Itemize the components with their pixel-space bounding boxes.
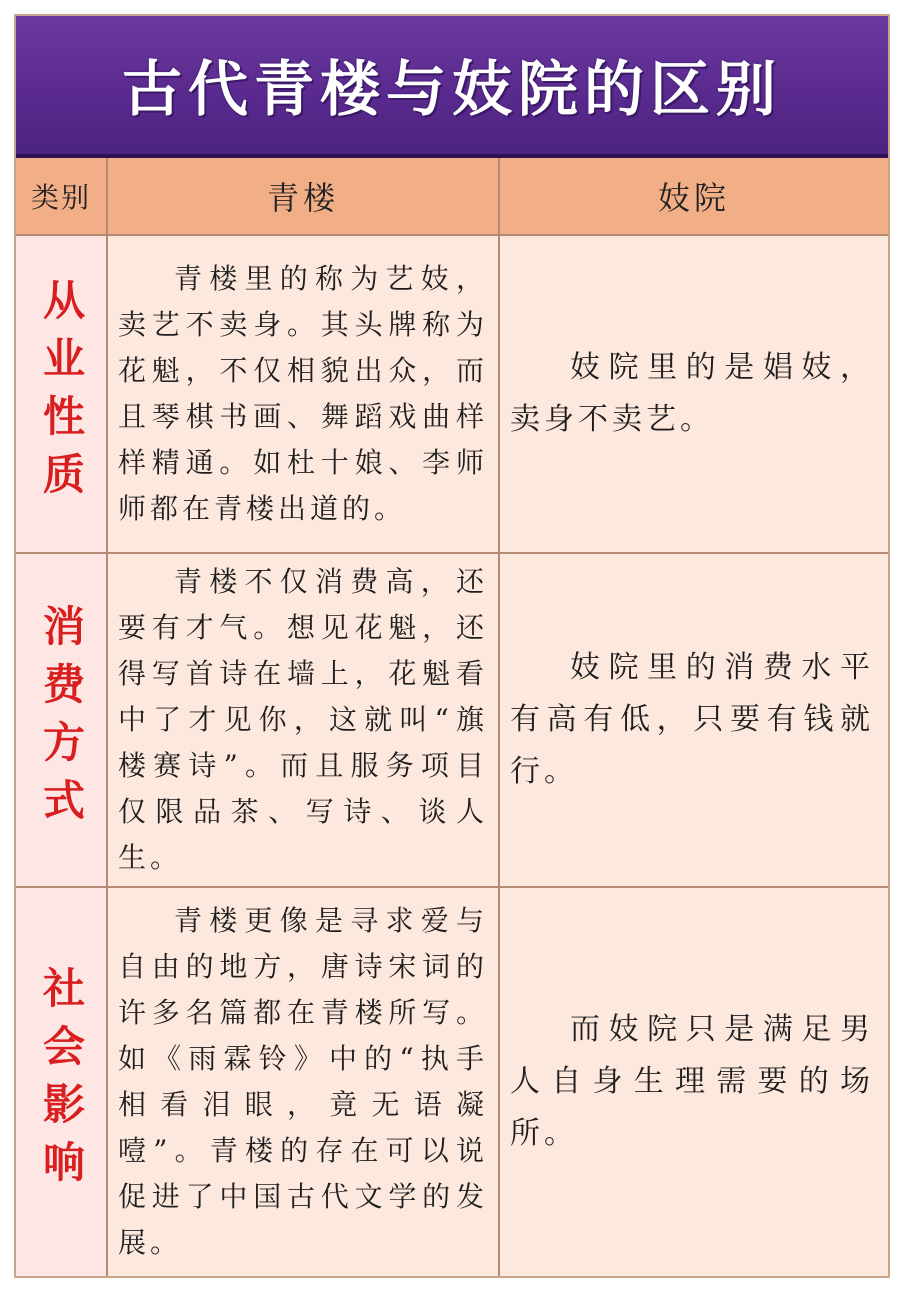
jiyuan-cell-influence <box>500 888 888 1276</box>
page-title: 古代青楼与妓院的区别 <box>122 55 782 125</box>
qinglou-cell-influence <box>108 888 500 1276</box>
comparison-sheet <box>14 14 890 1278</box>
qinglou-text-influence: 青楼更像是寻求爱与自由的地方，唐诗宋词的许多名篇都在青楼所写。如《雨霖铃》中的“执手相看泪眼，竟无语凝噎”。青楼的存在可以说促进了中国古代文学的发展。 <box>118 904 488 1259</box>
category-label-occupation: 从业性质 <box>37 278 86 510</box>
qinglou-text-occupation: 青楼里的称为艺妓，卖艺不卖身。其头牌称为花魁，不仅相貌出众，而且琴棋书画、舞蹈戏曲样样精通。如杜十娘、李师师都在青楼出道的。 <box>118 262 488 525</box>
header-qinglou: 青楼 <box>108 158 500 236</box>
jiyuan-text-influence: 而妓院只是满足男人自身生理需要的场所。 <box>510 1012 874 1151</box>
table-row-category <box>16 888 108 1276</box>
qinglou-text-consumption: 青楼不仅消费高，还要有才气。想见花魁，还得写首诗在墙上，花魁看中了才见你，这就叫“旗楼赛诗”。而且服务项目仅限品茶、写诗、谈人生。 <box>118 565 488 874</box>
table-row-category <box>16 554 108 888</box>
jiyuan-text-consumption: 妓院里的消费水平有高有低，只要有钱就行。 <box>510 650 874 789</box>
table-row-category <box>16 236 108 554</box>
jiyuan-text-occupation: 妓院里的是娼妓，卖身不卖艺。 <box>510 350 874 437</box>
category-label-influence: 社会影响 <box>37 966 86 1198</box>
header-category: 类别 <box>16 158 108 236</box>
comparison-table <box>16 158 888 1276</box>
qinglou-cell-occupation <box>108 236 500 554</box>
title-banner <box>16 16 888 158</box>
category-label-consumption: 消费方式 <box>37 604 86 836</box>
jiyuan-cell-occupation <box>500 236 888 554</box>
jiyuan-cell-consumption <box>500 554 888 888</box>
qinglou-cell-consumption <box>108 554 500 888</box>
header-jiyuan: 妓院 <box>500 158 888 236</box>
